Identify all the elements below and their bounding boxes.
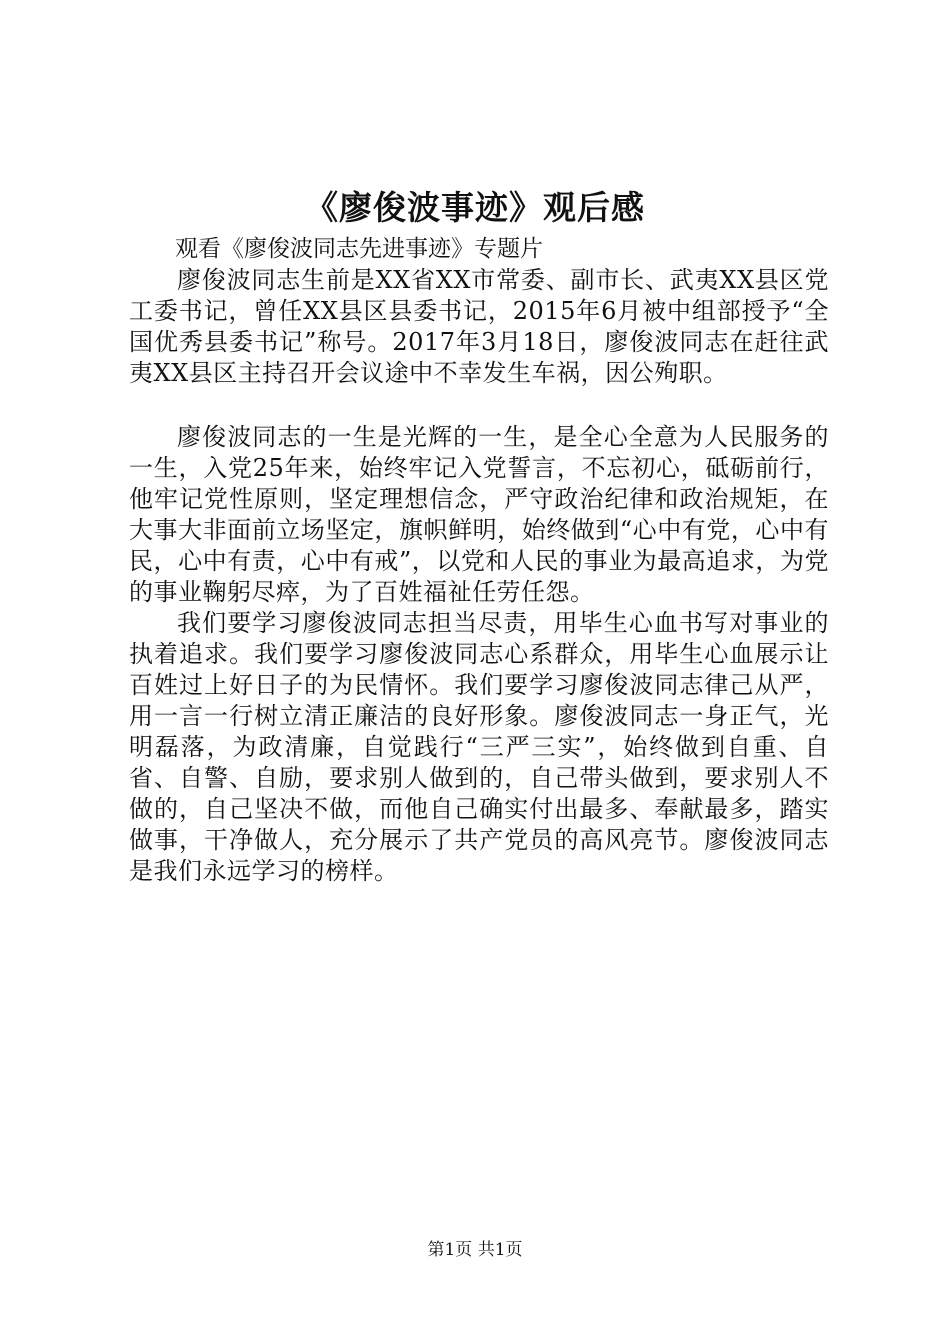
paragraph-3: 我们要学习廖俊波同志担当尽责，用毕生心血书写对事业的执着追求。我们要学习廖俊波同志心系群众，用毕生心血展示让百姓过上好日子的为民情怀。我们要学习廖俊波同志律己从严，用一言一行树立清正廉洁的良好形象。廖俊波同志一身正气，光明磊落，为政清廉，自觉践行“三严三实”，始终做到自重、自省、自警、自励，要求别人做到的，自己带头做到，要求别人不做的，自己坚决不做，而他自己确实付出最多、奉献最多，踏实做事，干净做人，充分展示了共产党员的高风亮节。廖俊波同志是我们永远学习的榜样。 <box>129 609 829 885</box>
document-title: 《廖俊波事迹》观后感 <box>305 188 645 227</box>
paragraph-2: 廖俊波同志的一生是光辉的一生，是全心全意为人民服务的一生，入党25年来，始终牢记入党誓言，不忘初心，砥砺前行，他牢记党性原则，坚定理想信念，严守政治纪律和政治规矩，在大事大非面前立场坚定，旗帜鲜明，始终做到“心中有党，心中有民，心中有责，心中有戒”，以党和人民的事业为最高追求，为党的事业鞠躬尽瘁，为了百姓福祉任劳任怨。 <box>129 423 829 606</box>
paragraph-spacer <box>129 389 829 422</box>
document-body <box>129 234 829 887</box>
paragraph-1: 廖俊波同志生前是XX省XX市常委、副市长、武夷XX县区党工委书记，曾任XX县区县委书记，2015年6月被中组部授予“全国优秀县委书记”称号。2017年3月18日，廖俊波同志在赶往武夷XX县区主持召开会议途中不幸发生车祸，因公殉职。 <box>129 266 829 387</box>
document-subtitle: 观看《廖俊波同志先进事迹》专题片 <box>175 236 543 262</box>
page-number-footer: 第1页 共1页 <box>427 1240 523 1260</box>
